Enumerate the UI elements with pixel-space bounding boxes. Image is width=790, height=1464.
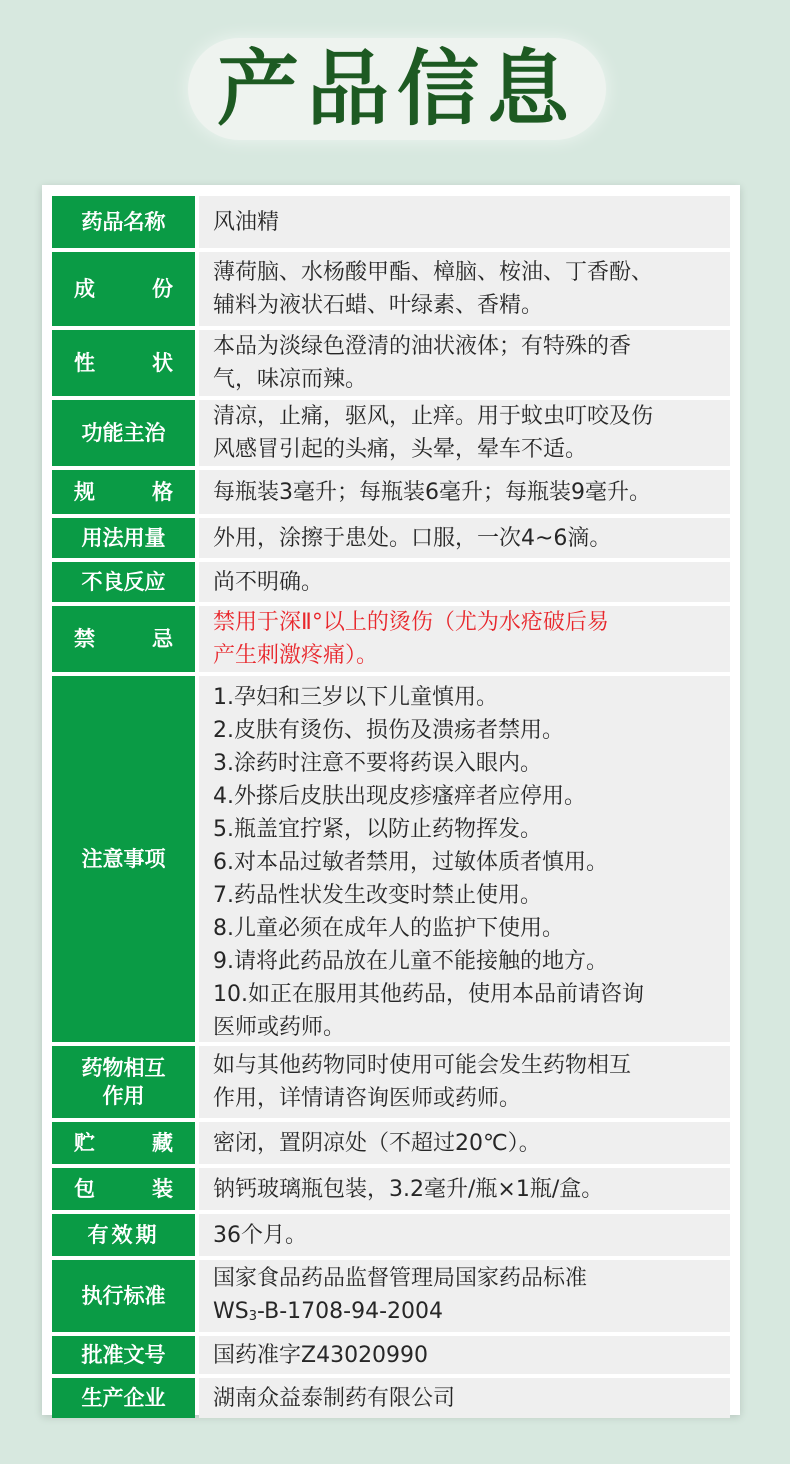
row-storage <box>52 1122 730 1164</box>
value-line: 风油精 <box>213 209 280 235</box>
label-char: 忌 <box>152 626 173 651</box>
value-line: 国药准字Z43020990 <box>213 1342 429 1368</box>
row-value <box>199 1378 730 1418</box>
label-line: 作用 <box>102 1084 145 1108</box>
value-line: 尚不明确。 <box>213 569 324 595</box>
row-value <box>199 1260 730 1332</box>
page-title: 产品信息 <box>216 41 577 137</box>
value-line: 清凉，止痛，驱风，止痒。用于蚊虫叮咬及伤 <box>213 404 654 429</box>
row-label: 不良反应 <box>52 562 195 602</box>
value-line: 风感冒引起的头痛，头晕，晕车不适。 <box>213 437 588 462</box>
value-line: 5.瓶盖宜拧紧，以防止药物挥发。 <box>213 817 542 842</box>
row-appearance <box>52 330 730 396</box>
label-char: 禁 <box>74 626 95 651</box>
row-label: 有效期 <box>52 1214 195 1256</box>
title-banner <box>188 38 606 140</box>
row-label <box>52 252 195 326</box>
value-line: 外用，涂擦于患处。口服，一次4~6滴。 <box>213 525 612 551</box>
row-label <box>52 606 195 672</box>
value-line: 本品为淡绿色澄清的油状液体；有特殊的香 <box>213 334 632 359</box>
label-char: 装 <box>152 1176 173 1201</box>
value-line: 4.外搽后皮肤出现皮疹瘙痒者应停用。 <box>213 784 586 809</box>
value-line: 禁用于深Ⅱ°以上的烫伤（尤为水疮破后易 <box>213 610 609 635</box>
value-line: 密闭，置阴凉处（不超过20℃）。 <box>213 1130 541 1156</box>
row-value <box>199 1214 730 1256</box>
row-value <box>199 1168 730 1210</box>
row-value <box>199 1046 730 1118</box>
value-line: 国家食品药品监督管理局国家药品标准 <box>213 1265 588 1291</box>
row-packaging <box>52 1168 730 1210</box>
row-value <box>199 562 730 602</box>
row-value <box>199 518 730 558</box>
value-line: 2.皮肤有烫伤、损伤及溃疡者禁用。 <box>213 718 564 743</box>
label-char: 状 <box>152 350 173 375</box>
row-label <box>52 470 195 514</box>
label-char: 规 <box>74 479 95 504</box>
row-label: 注意事项 <box>52 676 195 1042</box>
row-value <box>199 676 730 1042</box>
row-value <box>199 196 730 248</box>
product-info-card <box>42 185 740 1415</box>
value-line: 10.如正在服用其他药品，使用本品前请咨询 <box>213 982 644 1007</box>
row-label: 功能主治 <box>52 400 195 466</box>
value-line: 如与其他药物同时使用可能会发生药物相互 <box>213 1053 632 1078</box>
row-value <box>199 400 730 466</box>
value-line: 辅料为液状石蜡、叶绿素、香精。 <box>213 293 544 318</box>
label-char: 贮 <box>74 1130 95 1155</box>
row-standard <box>52 1260 730 1332</box>
label-char: 性 <box>74 350 95 375</box>
value-line: 1.孕妇和三岁以下儿童慎用。 <box>213 685 498 710</box>
value-line: 3.涂药时注意不要将药误入眼内。 <box>213 751 542 776</box>
row-label: 药品名称 <box>52 196 195 248</box>
row-shelf-life <box>52 1214 730 1256</box>
row-value <box>199 1336 730 1374</box>
value-line: 36个月。 <box>213 1222 307 1248</box>
row-specification <box>52 470 730 514</box>
row-value <box>199 606 730 672</box>
row-adverse-reactions <box>52 562 730 602</box>
row-precautions <box>52 676 730 1042</box>
label-line: 药物相互 <box>81 1055 166 1080</box>
standard-code-suffix: -B-1708-94-2004 <box>257 1298 444 1324</box>
value-line: 钠钙玻璃瓶包装，3.2毫升/瓶×1瓶/盒。 <box>213 1176 604 1202</box>
value-line: 作用，详情请咨询医师或药师。 <box>213 1086 522 1111</box>
row-label: 用法用量 <box>52 518 195 558</box>
value-line: 湖南众益泰制药有限公司 <box>213 1385 456 1411</box>
value-line: 每瓶装3毫升；每瓶装6毫升；每瓶装9毫升。 <box>213 479 651 505</box>
value-line: 薄荷脑、水杨酸甲酯、樟脑、桉油、丁香酚、 <box>213 260 654 285</box>
row-drug-name <box>52 196 730 248</box>
value-line: 8.儿童必须在成年人的监护下使用。 <box>213 916 564 941</box>
value-line: 产生刺激疼痛）。 <box>213 643 379 668</box>
row-value <box>199 1122 730 1164</box>
row-label: 生产企业 <box>52 1378 195 1418</box>
label-char: 成 <box>74 276 95 301</box>
label-char: 份 <box>152 276 173 301</box>
value-line: 7.药品性状发生改变时禁止使用。 <box>213 883 542 908</box>
row-label <box>52 1046 195 1118</box>
standard-code-prefix: WS <box>213 1298 249 1324</box>
row-approval-number <box>52 1336 730 1374</box>
product-info-table <box>52 196 730 1418</box>
row-drug-interactions <box>52 1046 730 1118</box>
value-line: 气，味凉而辣。 <box>213 367 368 392</box>
row-contraindications <box>52 606 730 672</box>
value-line: 9.请将此药品放在儿童不能接触的地方。 <box>213 949 608 974</box>
standard-code-subscript: 3 <box>248 1308 257 1324</box>
row-value <box>199 470 730 514</box>
label-char: 藏 <box>152 1130 173 1155</box>
row-value <box>199 252 730 326</box>
standard-code <box>213 1295 722 1331</box>
row-ingredients <box>52 252 730 326</box>
row-dosage <box>52 518 730 558</box>
row-label <box>52 1168 195 1210</box>
label-char: 格 <box>152 479 173 504</box>
row-indications <box>52 400 730 466</box>
row-label: 批准文号 <box>52 1336 195 1374</box>
value-line: 6.对本品过敏者禁用，过敏体质者慎用。 <box>213 850 608 875</box>
value-line: 医师或药师。 <box>213 1015 346 1040</box>
row-label <box>52 1122 195 1164</box>
row-label <box>52 330 195 396</box>
row-label: 执行标准 <box>52 1260 195 1332</box>
row-manufacturer <box>52 1378 730 1418</box>
label-char: 包 <box>74 1176 95 1201</box>
row-value <box>199 330 730 396</box>
